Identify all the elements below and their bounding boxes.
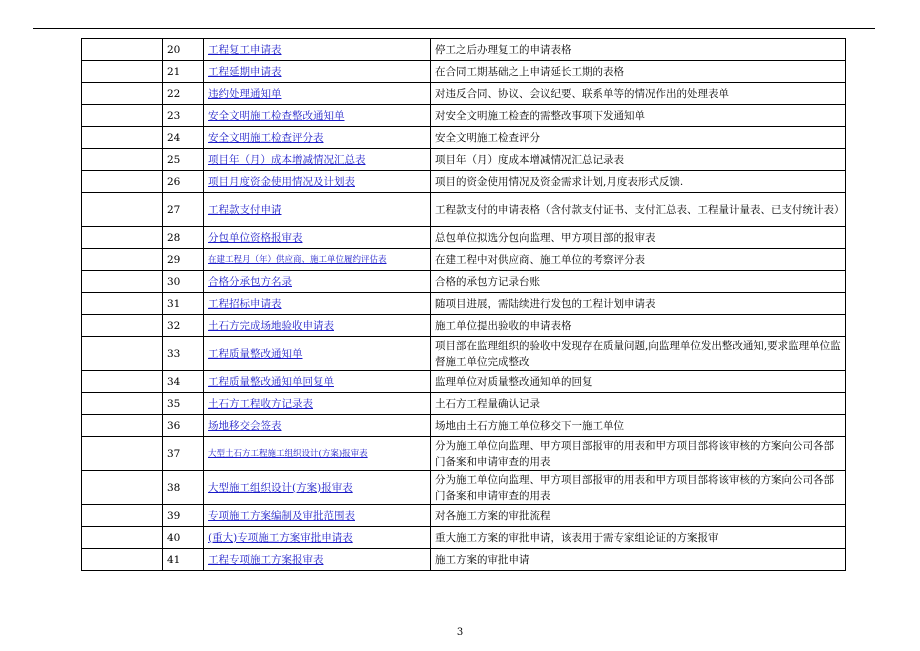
form-name-cell — [204, 127, 431, 149]
form-description: 总包单位拟选分包向监理、甲方项目部的报审表 — [431, 227, 846, 249]
form-name-cell — [204, 505, 431, 527]
table-row — [82, 437, 846, 471]
form-link[interactable]: 工程质量整改通知单 — [208, 347, 303, 360]
form-description: 工程款支付的申请表格（含付款支付证书、支付汇总表、工程量计量表、已支付统计表） — [431, 193, 846, 227]
table-row — [82, 337, 846, 371]
table-row — [82, 83, 846, 105]
table-row — [82, 61, 846, 83]
row-number: 29 — [163, 249, 204, 271]
form-name-cell — [204, 193, 431, 227]
form-link[interactable]: 工程延期申请表 — [208, 65, 282, 78]
row-number: 26 — [163, 171, 204, 193]
table-row — [82, 371, 846, 393]
table-row — [82, 227, 846, 249]
form-link[interactable]: 分包单位资格报审表 — [208, 231, 303, 244]
form-link[interactable]: 工程招标申请表 — [208, 297, 282, 310]
form-name-cell — [204, 293, 431, 315]
table-row — [82, 549, 846, 571]
form-name-cell — [204, 39, 431, 61]
form-description: 对违反合同、协议、会议纪要、联系单等的情况作出的处理表单 — [431, 83, 846, 105]
form-link[interactable]: 大型土石方工程施工组织设计(方案)报审表 — [208, 449, 368, 459]
table-row — [82, 127, 846, 149]
form-name-cell — [204, 393, 431, 415]
form-description: 项目的资金使用情况及资金需求计划,月度表形式反馈. — [431, 171, 846, 193]
form-description: 分为施工单位向监理、甲方项目部报审的用表和甲方项目部将该审核的方案向公司各部门备案和申请审查的用表 — [431, 471, 846, 505]
table-row — [82, 505, 846, 527]
blank-cell — [82, 337, 163, 371]
blank-cell — [82, 315, 163, 337]
table-row — [82, 393, 846, 415]
row-number: 23 — [163, 105, 204, 127]
row-number: 22 — [163, 83, 204, 105]
table-row — [82, 271, 846, 293]
table-row — [82, 193, 846, 227]
form-link[interactable]: 项目月度资金使用情况及计划表 — [208, 175, 355, 188]
blank-cell — [82, 271, 163, 293]
forms-table — [81, 38, 846, 571]
row-number: 37 — [163, 437, 204, 471]
form-name-cell — [204, 149, 431, 171]
form-link[interactable]: (重大)专项施工方案审批申请表 — [208, 531, 353, 544]
form-link[interactable]: 违约处理通知单 — [208, 87, 282, 100]
table-row — [82, 149, 846, 171]
form-name-cell — [204, 337, 431, 371]
form-name-cell — [204, 105, 431, 127]
form-link[interactable]: 场地移交会签表 — [208, 419, 282, 432]
row-number: 31 — [163, 293, 204, 315]
blank-cell — [82, 193, 163, 227]
form-description: 合格的承包方记录台账 — [431, 271, 846, 293]
form-name-cell — [204, 437, 431, 471]
row-number: 33 — [163, 337, 204, 371]
form-name-cell — [204, 471, 431, 505]
form-description: 在合同工期基础之上申请延长工期的表格 — [431, 61, 846, 83]
blank-cell — [82, 171, 163, 193]
form-description: 项目部在监理组织的验收中发现存在质量问题,向监理单位发出整改通知,要求监理单位监督施工单位完成整改 — [431, 337, 846, 371]
form-name-cell — [204, 549, 431, 571]
table-row — [82, 471, 846, 505]
form-description: 施工方案的审批申请 — [431, 549, 846, 571]
form-name-cell — [204, 371, 431, 393]
blank-cell — [82, 149, 163, 171]
form-link[interactable]: 安全文明施工检查评分表 — [208, 131, 324, 144]
page-number: 3 — [456, 627, 464, 638]
form-description: 项目年（月）度成本增减情况汇总记录表 — [431, 149, 846, 171]
blank-cell — [82, 527, 163, 549]
form-link[interactable]: 工程款支付申请 — [208, 203, 282, 216]
blank-cell — [82, 249, 163, 271]
form-link[interactable]: 土石方工程收方记录表 — [208, 397, 313, 410]
table-row — [82, 293, 846, 315]
form-link[interactable]: 专项施工方案编制及审批范围表 — [208, 509, 355, 522]
table-row — [82, 527, 846, 549]
form-name-cell — [204, 227, 431, 249]
form-name-cell — [204, 61, 431, 83]
form-description: 停工之后办理复工的申请表格 — [431, 39, 846, 61]
form-description: 随项目进展，需陆续进行发包的工程计划申请表 — [431, 293, 846, 315]
form-description: 对各施工方案的审批流程 — [431, 505, 846, 527]
form-link[interactable]: 在建工程月（年）供应商、施工单位履约评估表 — [208, 255, 387, 265]
form-name-cell — [204, 527, 431, 549]
row-number: 32 — [163, 315, 204, 337]
row-number: 41 — [163, 549, 204, 571]
row-number: 24 — [163, 127, 204, 149]
forms-table-body — [82, 39, 846, 571]
row-number: 40 — [163, 527, 204, 549]
table-row — [82, 415, 846, 437]
form-name-cell — [204, 271, 431, 293]
form-name-cell — [204, 83, 431, 105]
row-number: 39 — [163, 505, 204, 527]
form-description: 分为施工单位向监理、甲方项目部报审的用表和甲方项目部将该审核的方案向公司各部门备案和申请审查的用表 — [431, 437, 846, 471]
row-number: 36 — [163, 415, 204, 437]
form-description: 对安全文明施工检查的需整改事项下发通知单 — [431, 105, 846, 127]
table-row — [82, 315, 846, 337]
form-link[interactable]: 土石方完成场地验收申请表 — [208, 319, 334, 332]
form-description: 施工单位提出验收的申请表格 — [431, 315, 846, 337]
table-row — [82, 249, 846, 271]
form-description: 重大施工方案的审批申请，该表用于需专家组论证的方案报审 — [431, 527, 846, 549]
blank-cell — [82, 505, 163, 527]
form-name-cell — [204, 171, 431, 193]
blank-cell — [82, 471, 163, 505]
form-link[interactable]: 工程质量整改通知单回复单 — [208, 375, 334, 388]
row-number: 38 — [163, 471, 204, 505]
form-description: 土石方工程量确认记录 — [431, 393, 846, 415]
form-description: 安全文明施工检查评分 — [431, 127, 846, 149]
table-row — [82, 105, 846, 127]
form-name-cell — [204, 415, 431, 437]
blank-cell — [82, 415, 163, 437]
form-link[interactable]: 大型施工组织设计(方案)报审表 — [208, 481, 353, 494]
form-link[interactable]: 工程专项施工方案报审表 — [208, 553, 324, 566]
form-link[interactable]: 安全文明施工检查整改通知单 — [208, 109, 345, 122]
blank-cell — [82, 549, 163, 571]
form-link[interactable]: 项目年（月）成本增减情况汇总表 — [208, 153, 366, 166]
form-link[interactable]: 工程复工申请表 — [208, 43, 282, 56]
row-number: 25 — [163, 149, 204, 171]
blank-cell — [82, 227, 163, 249]
blank-cell — [82, 83, 163, 105]
blank-cell — [82, 393, 163, 415]
table-row — [82, 171, 846, 193]
table-row — [82, 39, 846, 61]
blank-cell — [82, 127, 163, 149]
row-number: 35 — [163, 393, 204, 415]
row-number: 27 — [163, 193, 204, 227]
row-number: 30 — [163, 271, 204, 293]
form-description: 在建工程中对供应商、施工单位的考察评分表 — [431, 249, 846, 271]
form-description: 监理单位对质量整改通知单的回复 — [431, 371, 846, 393]
blank-cell — [82, 105, 163, 127]
blank-cell — [82, 293, 163, 315]
blank-cell — [82, 61, 163, 83]
form-name-cell — [204, 315, 431, 337]
blank-cell — [82, 39, 163, 61]
row-number: 28 — [163, 227, 204, 249]
form-name-cell — [204, 249, 431, 271]
form-link[interactable]: 合格分承包方名录 — [208, 275, 292, 288]
row-number: 34 — [163, 371, 204, 393]
row-number: 21 — [163, 61, 204, 83]
form-description: 场地由土石方施工单位移交下一施工单位 — [431, 415, 846, 437]
row-number: 20 — [163, 39, 204, 61]
blank-cell — [82, 371, 163, 393]
header-rule — [33, 28, 875, 29]
blank-cell — [82, 437, 163, 471]
